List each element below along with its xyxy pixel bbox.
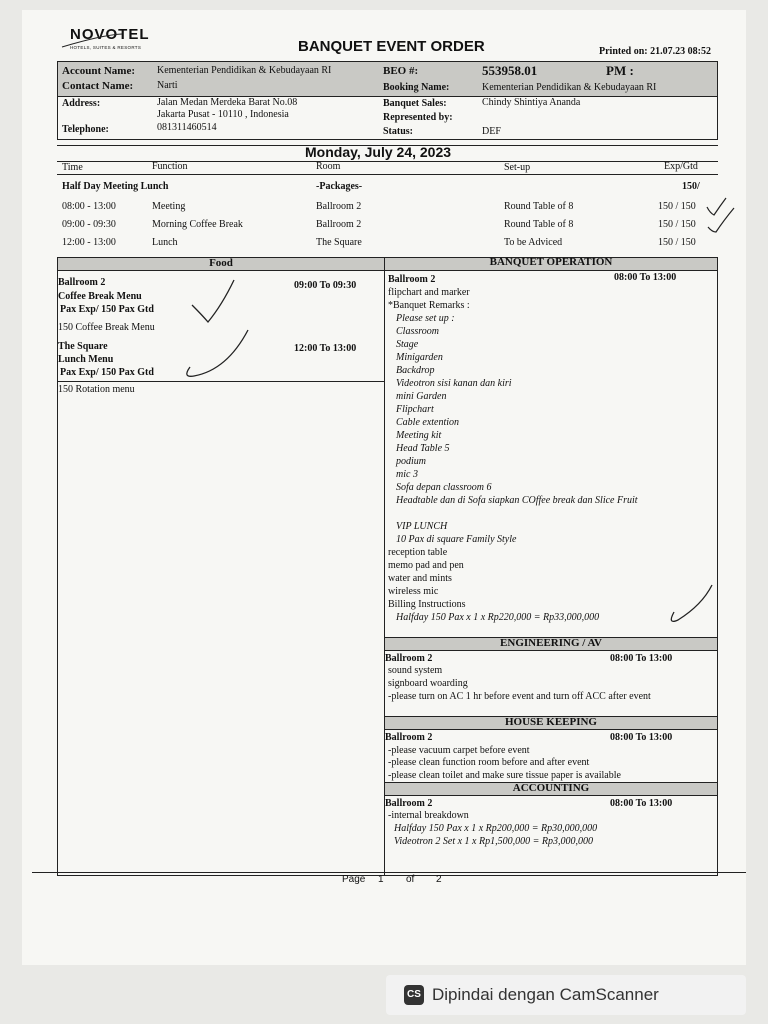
document-title: BANQUET EVENT ORDER bbox=[298, 38, 485, 55]
telephone: 081311460514 bbox=[157, 122, 217, 133]
contact-name: Narti bbox=[157, 80, 178, 91]
event-group-label: Half Day Meeting Lunch bbox=[62, 181, 169, 192]
col-room-header: Room bbox=[316, 161, 341, 172]
page-total: 2 bbox=[436, 874, 442, 885]
banquet-remark-line: Billing Instructions bbox=[388, 599, 466, 610]
accounting-time: 08:00 To 13:00 bbox=[610, 798, 673, 809]
banquet-remark-line: Halfday 150 Pax x 1 x Rp220,000 = Rp33,000,000 bbox=[396, 612, 600, 623]
address-line-1: Jalan Medan Merdeka Barat No.08 bbox=[157, 97, 298, 108]
page-number: 1 bbox=[378, 874, 384, 885]
engineering-line: sound system bbox=[388, 665, 443, 676]
address-line-2: Jakarta Pusat - 10110 , Indonesia bbox=[157, 109, 289, 120]
housekeeping-line: -please vacuum carpet before event bbox=[388, 745, 530, 756]
novotel-logo: NOVOTEL bbox=[70, 26, 150, 43]
engineering-line: -please turn on AC 1 hr before event and turn off ACC after event bbox=[388, 691, 651, 702]
engineering-time: 08:00 To 13:00 bbox=[610, 653, 673, 664]
event-date: Monday, July 24, 2023 bbox=[305, 144, 452, 160]
camscanner-logo-icon: CS bbox=[404, 985, 424, 1005]
checkmark-icon bbox=[708, 208, 734, 232]
document-sheet: NOVOTEL HOTELS, SUITES & RESORTS BANQUET EVENT ORDER Printed on: 21.07.23 08:52 Account Name: Kementerian Pendidikan & Kebudayaan RI Contact Name: Narti Address: Jalan Medan Merdeka Barat No.08 Jakarta Pusat - 10110 , Indonesia Telephone: 081311460514 BEO #: 553958.01 PM : Booking Name: Kementerian Pendidikan & Kebudayaan RI Banquet Sales: Chindy Shintiya Ananda Represented by: Status: DEF Monday, July 24, 2023 Time Function Room Set-up Exp/Gtd Half Day Meeting Lunch -Packages- 150/ 08:00 - 13:00 Meeting Ballroom 2 Round Table of 8 150 / 150 09:00 - 09:30 Morning Coffee Break Ballroom 2 Round Table of 8 150 / 150 12:00 - 13:00 Lunch The Square To be Adviced 150 / 150 Food Ballroom 2 Coffee Break Menu Pax Exp/ 150 Pax Gtd 09:00 To 09:30 150 Coffee Break Menu The Square Lunch Menu Pax Exp/ 150 Pax Gtd 12:00 To 13:00 150 Rotation menu BANQUET OPERATION Ballroom 2 08:00 To 13:00 flipchart and marker *Banquet Remarks : Please set up : Classroom Stage Minigarden Backdrop Videotron sisi kanan dan kiri mini Garden Flipchart Cable extention Meeting kit Head Table 5 podium mic 3 Sofa depan classroom 6 Headtable dan di Sofa siapkan COffee break dan Slice Fruit VIP LUNCH 10 Pax di square Family Style reception table memo pad and pen water and mints wireless mic Billing Instructions Halfday 150 Pax x 1 x Rp220,000 = Rp33,000,000 ENGINEERING / AV Ballroom 2 08:00 To 13:00 sound system signboard woarding -please turn on AC 1 hr before event and turn off ACC after event HOUSE KEEPING Ballroom 2 08:00 To 13:00 -please vacuum carpet before event -please clean function room before and after event -please clean toilet and make sure tissue paper is available ACCOUNTING Ballroom 2 08:00 To 13:00 -internal breakdown Halfday 150 Pax x 1 x Rp200,000 = Rp30,000,000 Videotron 2 Set x 1 x Rp1,500,000 = Rp3,000,000 Page 1 of 2 bbox=[22, 10, 746, 965]
accounting-line: -internal breakdown bbox=[388, 810, 469, 821]
beo-number: 553958.01 bbox=[482, 63, 538, 78]
banquet-remark-line: Please set up : bbox=[396, 313, 455, 324]
food-section-title: Food bbox=[209, 257, 233, 269]
housekeeping-line: -please clean function room before and after event bbox=[388, 757, 590, 768]
beo-label: BEO #: bbox=[383, 65, 419, 77]
contact-name-label: Contact Name: bbox=[62, 80, 134, 92]
banquet-sales-label: Banquet Sales: bbox=[383, 98, 447, 109]
novotel-logo-tagline: HOTELS, SUITES & RESORTS bbox=[70, 45, 142, 50]
status-label: Status: bbox=[383, 126, 414, 137]
pen-stroke bbox=[62, 34, 122, 47]
checkmark-icon bbox=[671, 585, 712, 621]
engineering-room: Ballroom 2 bbox=[385, 653, 433, 664]
banquet-remark-line: Classroom bbox=[396, 326, 439, 337]
group-exp: 150/ bbox=[682, 181, 700, 192]
col-exp-header: Exp/Gtd bbox=[664, 161, 698, 172]
banquet-remark-line: Meeting kit bbox=[396, 430, 442, 441]
banquet-remark-line: Head Table 5 bbox=[396, 443, 450, 454]
banquet-remark-line: memo pad and pen bbox=[388, 560, 464, 571]
pm-label: PM : bbox=[606, 63, 634, 78]
housekeeping-title: HOUSE KEEPING bbox=[505, 716, 597, 728]
address-label: Address: bbox=[62, 98, 101, 109]
banquet-remark-line: reception table bbox=[388, 547, 448, 558]
camscanner-text: Dipindai dengan CamScanner bbox=[432, 985, 659, 1004]
checkmark-icon bbox=[187, 330, 248, 376]
col-setup-header: Set-up bbox=[504, 162, 531, 173]
banquet-room: Ballroom 2 bbox=[388, 274, 436, 285]
banquet-remark-line: Stage bbox=[396, 339, 419, 350]
banquet-remark-line: podium bbox=[396, 456, 426, 467]
banquet-remark-line: Cable extention bbox=[396, 417, 460, 428]
col-time-header: Time bbox=[62, 162, 83, 173]
col-function-header: Function bbox=[152, 161, 188, 172]
accounting-title: ACCOUNTING bbox=[512, 782, 590, 794]
banquet-remark-line: Sofa depan classroom 6 bbox=[396, 482, 492, 493]
banquet-remark-line: VIP LUNCH bbox=[396, 521, 448, 532]
telephone-label: Telephone: bbox=[62, 124, 109, 135]
accounting-billing-line: Videotron 2 Set x 1 x Rp1,500,000 = Rp3,000,000 bbox=[394, 836, 593, 847]
status-value: DEF bbox=[482, 126, 501, 137]
printed-on: Printed on: 21.07.23 08:52 bbox=[599, 46, 711, 57]
account-name: Kementerian Pendidikan & Kebudayaan RI bbox=[157, 65, 332, 76]
banquet-remark-line: 10 Pax di square Family Style bbox=[396, 534, 517, 545]
housekeeping-time: 08:00 To 13:00 bbox=[610, 732, 673, 743]
banquet-remark-line: Backdrop bbox=[396, 365, 435, 376]
page-of-label: of bbox=[406, 874, 415, 885]
page-label: Page bbox=[342, 874, 366, 885]
checkmark-icon bbox=[707, 198, 726, 215]
banquet-remark-line: Minigarden bbox=[396, 352, 443, 363]
engineering-line: signboard woarding bbox=[388, 678, 468, 689]
engineering-title: ENGINEERING / AV bbox=[500, 637, 602, 649]
account-name-label: Account Name: bbox=[62, 65, 136, 77]
booking-name-label: Booking Name: bbox=[383, 82, 450, 93]
banquet-remark-line: wireless mic bbox=[388, 586, 439, 597]
banquet-operation-title: BANQUET OPERATION bbox=[489, 256, 613, 268]
banquet-remark-line: mic 3 bbox=[396, 469, 418, 480]
banquet-time: 08:00 To 13:00 bbox=[614, 272, 677, 283]
banquet-sales: Chindy Shintiya Ananda bbox=[482, 97, 581, 108]
packages-label: -Packages- bbox=[316, 181, 363, 192]
banquet-remark-line: Headtable dan di Sofa siapkan COffee break dan Slice Fruit bbox=[396, 495, 638, 506]
housekeeping-line: -please clean toilet and make sure tissue paper is available bbox=[388, 770, 621, 781]
banquet-remark-line: Videotron sisi kanan dan kiri bbox=[396, 378, 512, 389]
banquet-remark-line: mini Garden bbox=[396, 391, 447, 402]
handwritten-checkmarks bbox=[22, 10, 746, 965]
camscanner-badge bbox=[386, 975, 746, 1015]
banquet-remark-line: *Banquet Remarks : bbox=[388, 300, 470, 311]
banquet-remark-line: flipchart and marker bbox=[388, 287, 470, 298]
accounting-billing-line: Halfday 150 Pax x 1 x Rp200,000 = Rp30,000,000 bbox=[394, 823, 598, 834]
banquet-remark-line: Flipchart bbox=[396, 404, 434, 415]
banquet-remark-line: water and mints bbox=[388, 573, 452, 584]
housekeeping-room: Ballroom 2 bbox=[385, 732, 433, 743]
booking-name: Kementerian Pendidikan & Kebudayaan RI bbox=[482, 82, 657, 93]
accounting-room: Ballroom 2 bbox=[385, 798, 433, 809]
checkmark-icon bbox=[192, 280, 234, 322]
represented-by-label: Represented by: bbox=[383, 112, 453, 123]
